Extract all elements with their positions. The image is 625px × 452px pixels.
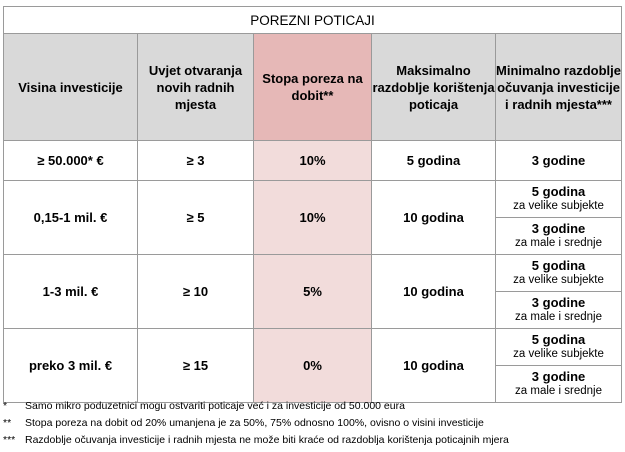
table-title: POREZNI POTICAJI <box>4 7 622 34</box>
tax-incentives-table <box>3 6 622 403</box>
header-jobs: Uvjet otvaranja novih radnih mjesta <box>138 34 254 141</box>
cell-min-period-large <box>496 255 622 292</box>
cell-min-period <box>496 141 622 181</box>
table-title-row <box>4 7 622 34</box>
footnote <box>3 415 621 432</box>
table-row <box>4 329 622 366</box>
footnote <box>3 432 621 449</box>
footnote-text: Stopa poreza na dobit od 20% umanjena je za 50%, 75% odnosno 100%, ovisno o visini investicije <box>25 417 484 429</box>
min-period-note: za male i srednje <box>515 385 602 397</box>
table-row <box>4 255 622 292</box>
header-row <box>4 34 622 141</box>
footnotes <box>3 398 621 449</box>
min-period-note: za male i srednje <box>515 311 602 323</box>
cell-min-period-small <box>496 292 622 329</box>
footnote-mark: * <box>3 400 8 412</box>
cell-min-period-large <box>496 181 622 218</box>
min-period-value: 3 godine <box>531 221 586 236</box>
min-period-note: za male i srednje <box>515 237 602 249</box>
header-tax-rate: Stopa poreza na dobit** <box>254 34 372 141</box>
header-min-period: Minimalno razdoblje očuvanja investicije i radnih mjesta*** <box>496 34 622 141</box>
min-period-value: 3 godine <box>531 295 586 310</box>
cell-jobs: ≥ 10 <box>138 255 254 329</box>
cell-tax-rate: 0% <box>254 329 372 403</box>
cell-min-period-small <box>496 218 622 255</box>
cell-max-period: 10 godina <box>372 329 496 403</box>
cell-min-period-small <box>496 366 622 403</box>
table-row <box>4 181 622 218</box>
min-period-value: 3 godine <box>531 369 586 384</box>
tax-incentives-table-container <box>3 6 621 403</box>
min-period-value: 3 godine <box>531 153 586 168</box>
cell-max-period: 5 godina <box>372 141 496 181</box>
cell-max-period: 10 godina <box>372 255 496 329</box>
cell-investment: ≥ 50.000* € <box>4 141 138 181</box>
cell-jobs: ≥ 15 <box>138 329 254 403</box>
cell-min-period-large <box>496 329 622 366</box>
cell-tax-rate: 10% <box>254 141 372 181</box>
cell-investment: preko 3 mil. € <box>4 329 138 403</box>
header-investment: Visina investicije <box>4 34 138 141</box>
min-period-value: 5 godina <box>531 258 586 273</box>
header-max-period: Maksimalno razdoblje korištenja poticaja <box>372 34 496 141</box>
min-period-value: 5 godina <box>531 332 586 347</box>
cell-tax-rate: 5% <box>254 255 372 329</box>
cell-investment: 1-3 mil. € <box>4 255 138 329</box>
cell-jobs: ≥ 5 <box>138 181 254 255</box>
min-period-value: 5 godina <box>531 184 586 199</box>
cell-jobs: ≥ 3 <box>138 141 254 181</box>
table-row <box>4 141 622 181</box>
cell-tax-rate: 10% <box>254 181 372 255</box>
footnote-mark: ** <box>3 417 12 429</box>
cell-max-period: 10 godina <box>372 181 496 255</box>
footnote <box>3 398 621 415</box>
footnote-text: Samo mikro poduzetnici mogu ostvariti poticaje već i za investicije od 50.000 eura <box>25 400 405 412</box>
cell-investment: 0,15-1 mil. € <box>4 181 138 255</box>
min-period-note: za velike subjekte <box>513 274 604 286</box>
footnote-text: Razdoblje očuvanja investicije i radnih mjesta ne može biti kraće od razdoblja korištenja poticajnih mjera <box>25 434 509 446</box>
min-period-note: za velike subjekte <box>513 348 604 360</box>
min-period-note: za velike subjekte <box>513 200 604 212</box>
footnote-mark: *** <box>3 434 16 446</box>
